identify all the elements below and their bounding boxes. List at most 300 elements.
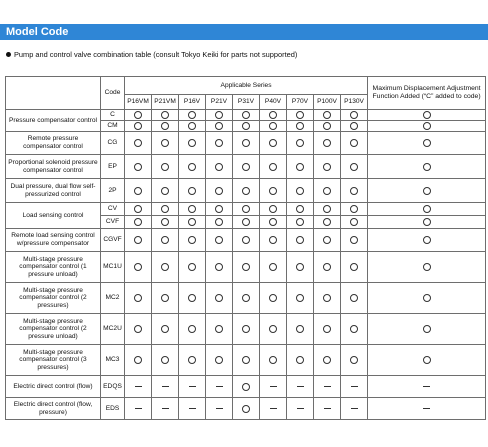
not-supported-mark-icon [351, 408, 358, 409]
supported-mark-icon [242, 294, 250, 302]
series-support-cell [287, 216, 314, 229]
table-row [6, 252, 486, 283]
supported-mark-icon [323, 263, 331, 271]
not-supported-mark-icon [135, 386, 142, 387]
series-support-cell [260, 155, 287, 179]
supported-mark-icon [188, 325, 196, 333]
series-support-cell [287, 314, 314, 345]
function-name: Multi-stage pressure compensator control (3 pressures) [6, 345, 101, 376]
supported-mark-icon [296, 205, 304, 213]
series-support-cell [152, 314, 179, 345]
supported-mark-icon [323, 294, 331, 302]
max-displacement-cell [368, 229, 486, 252]
series-support-cell [152, 179, 179, 203]
series-support-cell [341, 179, 368, 203]
supported-mark-icon [134, 218, 142, 226]
series-support-cell [260, 216, 287, 229]
supported-mark-icon [350, 325, 358, 333]
series-support-cell [206, 216, 233, 229]
model-code: MC2 [101, 283, 125, 314]
supported-mark-icon [188, 294, 196, 302]
not-supported-mark-icon [162, 386, 169, 387]
series-support-cell [152, 155, 179, 179]
supported-mark-icon [161, 163, 169, 171]
not-supported-mark-icon [324, 386, 331, 387]
max-displacement-cell [368, 179, 486, 203]
not-supported-mark-icon [189, 408, 196, 409]
supported-mark-icon [269, 187, 277, 195]
supported-mark-icon [242, 187, 250, 195]
table-row [6, 203, 486, 216]
series-support-cell [341, 110, 368, 121]
series-support-cell [314, 110, 341, 121]
series-support-cell [233, 252, 260, 283]
series-support-cell [179, 179, 206, 203]
series-support-cell [179, 252, 206, 283]
supported-mark-icon [350, 356, 358, 364]
max-displacement-cell [368, 314, 486, 345]
series-support-cell [233, 203, 260, 216]
supported-mark-icon [423, 356, 431, 364]
max-displacement-cell [368, 155, 486, 179]
supported-mark-icon [323, 187, 331, 195]
series-support-cell [125, 121, 152, 132]
series-support-cell [341, 203, 368, 216]
function-name: Remote pressure compensator control [6, 132, 101, 155]
supported-mark-icon [269, 356, 277, 364]
series-header: P31V [233, 95, 260, 110]
not-supported-mark-icon [216, 386, 223, 387]
supported-mark-icon [423, 263, 431, 271]
model-code: C [101, 110, 125, 121]
series-support-cell [125, 252, 152, 283]
series-support-cell [287, 121, 314, 132]
supported-mark-icon [269, 325, 277, 333]
supported-mark-icon [323, 236, 331, 244]
series-header: P21V [206, 95, 233, 110]
supported-mark-icon [269, 139, 277, 147]
supported-mark-icon [350, 294, 358, 302]
series-support-cell [314, 283, 341, 314]
supported-mark-icon [242, 356, 250, 364]
supported-mark-icon [423, 122, 431, 130]
table-row [6, 155, 486, 179]
supported-mark-icon [350, 263, 358, 271]
series-support-cell [314, 155, 341, 179]
supported-mark-icon [350, 205, 358, 213]
supported-mark-icon [215, 163, 223, 171]
model-code: MC3 [101, 345, 125, 376]
supported-mark-icon [161, 218, 169, 226]
series-support-cell [125, 345, 152, 376]
model-code: EDQS [101, 376, 125, 398]
series-support-cell [287, 283, 314, 314]
model-code: MC1U [101, 252, 125, 283]
series-support-cell [341, 132, 368, 155]
supported-mark-icon [323, 356, 331, 364]
supported-mark-icon [269, 122, 277, 130]
series-support-cell [287, 132, 314, 155]
max-displacement-cell [368, 132, 486, 155]
supported-mark-icon [296, 356, 304, 364]
model-code: EP [101, 155, 125, 179]
supported-mark-icon [269, 111, 277, 119]
series-support-cell [206, 345, 233, 376]
function-name: Pressure compensator control [6, 110, 101, 132]
table-row [6, 376, 486, 398]
series-support-cell [314, 252, 341, 283]
supported-mark-icon [323, 218, 331, 226]
series-header: P130V [341, 95, 368, 110]
series-support-cell [125, 216, 152, 229]
series-support-cell [206, 376, 233, 398]
supported-mark-icon [350, 236, 358, 244]
supported-mark-icon [269, 263, 277, 271]
supported-mark-icon [215, 205, 223, 213]
supported-mark-icon [269, 205, 277, 213]
series-header: P16VM [125, 95, 152, 110]
model-code: CG [101, 132, 125, 155]
series-support-cell [125, 283, 152, 314]
function-name: Multi-stage pressure compensator control (2 pressure unload) [6, 314, 101, 345]
series-support-cell [260, 376, 287, 398]
function-name: Remote load sensing control w/pressure compensator [6, 229, 101, 252]
series-support-cell [314, 216, 341, 229]
not-supported-mark-icon [423, 386, 430, 387]
bullet-icon [6, 52, 11, 57]
supported-mark-icon [296, 294, 304, 302]
series-support-cell [314, 179, 341, 203]
supported-mark-icon [269, 294, 277, 302]
table-row [6, 229, 486, 252]
supported-mark-icon [350, 122, 358, 130]
model-code: CVF [101, 216, 125, 229]
supported-mark-icon [134, 205, 142, 213]
supported-mark-icon [215, 325, 223, 333]
series-support-cell [233, 398, 260, 420]
applicable-series-header: Applicable Series [125, 77, 368, 95]
supported-mark-icon [242, 139, 250, 147]
series-support-cell [287, 252, 314, 283]
supported-mark-icon [161, 111, 169, 119]
series-support-cell [152, 252, 179, 283]
series-support-cell [125, 376, 152, 398]
series-support-cell [233, 132, 260, 155]
series-support-cell [179, 216, 206, 229]
table-row [6, 398, 486, 420]
table-body [6, 110, 486, 420]
supported-mark-icon [134, 122, 142, 130]
series-support-cell [152, 132, 179, 155]
supported-mark-icon [215, 218, 223, 226]
supported-mark-icon [188, 111, 196, 119]
series-support-cell [260, 283, 287, 314]
series-support-cell [260, 252, 287, 283]
supported-mark-icon [350, 187, 358, 195]
series-support-cell [152, 203, 179, 216]
function-name: Electric direct control (flow) [6, 376, 101, 398]
series-support-cell [260, 110, 287, 121]
series-support-cell [152, 229, 179, 252]
supported-mark-icon [134, 187, 142, 195]
table-row [6, 132, 486, 155]
supported-mark-icon [242, 218, 250, 226]
series-support-cell [152, 283, 179, 314]
series-support-cell [314, 229, 341, 252]
supported-mark-icon [242, 122, 250, 130]
series-support-cell [233, 314, 260, 345]
series-support-cell [314, 398, 341, 420]
series-support-cell [341, 345, 368, 376]
supported-mark-icon [323, 122, 331, 130]
max-displacement-cell [368, 345, 486, 376]
series-support-cell [260, 398, 287, 420]
function-name: Electric direct control (flow, pressure) [6, 398, 101, 420]
series-support-cell [125, 398, 152, 420]
series-support-cell [179, 121, 206, 132]
supported-mark-icon [215, 187, 223, 195]
series-support-cell [206, 398, 233, 420]
supported-mark-icon [242, 383, 250, 391]
supported-mark-icon [296, 236, 304, 244]
table-row [6, 283, 486, 314]
supported-mark-icon [242, 236, 250, 244]
supported-mark-icon [188, 122, 196, 130]
max-displacement-cell [368, 376, 486, 398]
series-support-cell [341, 376, 368, 398]
series-support-cell [179, 376, 206, 398]
supported-mark-icon [134, 356, 142, 364]
supported-mark-icon [269, 163, 277, 171]
supported-mark-icon [161, 139, 169, 147]
supported-mark-icon [423, 294, 431, 302]
supported-mark-icon [134, 139, 142, 147]
supported-mark-icon [215, 236, 223, 244]
series-support-cell [233, 179, 260, 203]
series-support-cell [233, 229, 260, 252]
series-support-cell [179, 155, 206, 179]
table-row [6, 110, 486, 121]
supported-mark-icon [296, 263, 304, 271]
table-row [6, 345, 486, 376]
supported-mark-icon [215, 139, 223, 147]
series-support-cell [206, 283, 233, 314]
code-header: Code [101, 77, 125, 110]
supported-mark-icon [134, 163, 142, 171]
supported-mark-icon [296, 139, 304, 147]
function-name: Proportional solenoid pressure compensator control [6, 155, 101, 179]
supported-mark-icon [215, 356, 223, 364]
supported-mark-icon [323, 163, 331, 171]
series-support-cell [341, 283, 368, 314]
not-supported-mark-icon [162, 408, 169, 409]
series-support-cell [341, 398, 368, 420]
max-displacement-cell [368, 216, 486, 229]
supported-mark-icon [423, 111, 431, 119]
series-support-cell [179, 345, 206, 376]
supported-mark-icon [323, 111, 331, 119]
series-support-cell [341, 252, 368, 283]
series-support-cell [260, 179, 287, 203]
series-support-cell [206, 155, 233, 179]
section-header-bar [0, 24, 488, 40]
supported-mark-icon [134, 294, 142, 302]
supported-mark-icon [161, 205, 169, 213]
series-support-cell [179, 203, 206, 216]
series-support-cell [260, 345, 287, 376]
supported-mark-icon [242, 111, 250, 119]
series-support-cell [125, 203, 152, 216]
series-support-cell [206, 179, 233, 203]
supported-mark-icon [188, 236, 196, 244]
function-name: Multi-stage pressure compensator control (2 pressures) [6, 283, 101, 314]
supported-mark-icon [296, 218, 304, 226]
supported-mark-icon [423, 139, 431, 147]
series-support-cell [206, 314, 233, 345]
supported-mark-icon [242, 405, 250, 413]
max-displacement-cell [368, 283, 486, 314]
combination-table [5, 76, 486, 420]
supported-mark-icon [350, 163, 358, 171]
section-title: Model Code [6, 26, 69, 38]
function-name: Multi-stage pressure compensator control (1 pressure unload) [6, 252, 101, 283]
not-supported-mark-icon [324, 408, 331, 409]
max-displacement-cell [368, 110, 486, 121]
series-header: P21VM [152, 95, 179, 110]
series-support-cell [287, 345, 314, 376]
series-support-cell [287, 179, 314, 203]
series-support-cell [152, 216, 179, 229]
supported-mark-icon [161, 263, 169, 271]
supported-mark-icon [296, 325, 304, 333]
supported-mark-icon [323, 325, 331, 333]
series-support-cell [179, 314, 206, 345]
series-support-cell [260, 132, 287, 155]
not-supported-mark-icon [216, 408, 223, 409]
supported-mark-icon [350, 139, 358, 147]
supported-mark-icon [161, 294, 169, 302]
not-supported-mark-icon [135, 408, 142, 409]
not-supported-mark-icon [423, 408, 430, 409]
series-support-cell [287, 155, 314, 179]
series-support-cell [287, 203, 314, 216]
supported-mark-icon [423, 205, 431, 213]
series-support-cell [179, 110, 206, 121]
table-row [6, 179, 486, 203]
series-support-cell [233, 155, 260, 179]
max-displacement-header: Maximum Displacement Adjustment Function Added (“C” added to code) [368, 77, 486, 110]
supported-mark-icon [423, 163, 431, 171]
supported-mark-icon [350, 111, 358, 119]
series-support-cell [125, 179, 152, 203]
series-support-cell [179, 229, 206, 252]
supported-mark-icon [242, 205, 250, 213]
supported-mark-icon [423, 187, 431, 195]
series-support-cell [233, 376, 260, 398]
supported-mark-icon [134, 236, 142, 244]
supported-mark-icon [188, 139, 196, 147]
series-support-cell [341, 121, 368, 132]
series-support-cell [152, 345, 179, 376]
series-support-cell [314, 121, 341, 132]
series-header: P100V [314, 95, 341, 110]
not-supported-mark-icon [351, 386, 358, 387]
max-displacement-cell [368, 203, 486, 216]
series-support-cell [125, 155, 152, 179]
series-support-cell [314, 345, 341, 376]
model-code: CV [101, 203, 125, 216]
supported-mark-icon [188, 356, 196, 364]
supported-mark-icon [423, 236, 431, 244]
series-support-cell [206, 132, 233, 155]
not-supported-mark-icon [297, 386, 304, 387]
supported-mark-icon [134, 263, 142, 271]
supported-mark-icon [188, 187, 196, 195]
not-supported-mark-icon [189, 386, 196, 387]
series-support-cell [287, 229, 314, 252]
series-support-cell [125, 229, 152, 252]
intro-note [6, 50, 297, 59]
series-support-cell [233, 283, 260, 314]
series-support-cell [341, 314, 368, 345]
series-header: P40V [260, 95, 287, 110]
model-code: MC2U [101, 314, 125, 345]
supported-mark-icon [188, 218, 196, 226]
series-support-cell [152, 121, 179, 132]
supported-mark-icon [215, 263, 223, 271]
model-code: 2P [101, 179, 125, 203]
supported-mark-icon [350, 218, 358, 226]
model-code: CGVF [101, 229, 125, 252]
supported-mark-icon [161, 236, 169, 244]
series-support-cell [314, 314, 341, 345]
max-displacement-cell [368, 398, 486, 420]
series-support-cell [287, 398, 314, 420]
series-header: P16V [179, 95, 206, 110]
supported-mark-icon [161, 356, 169, 364]
series-support-cell [152, 110, 179, 121]
series-support-cell [152, 398, 179, 420]
series-support-cell [206, 203, 233, 216]
series-support-cell [152, 376, 179, 398]
supported-mark-icon [161, 325, 169, 333]
supported-mark-icon [296, 111, 304, 119]
series-support-cell [233, 121, 260, 132]
function-name: Load sensing control [6, 203, 101, 229]
series-support-cell [125, 314, 152, 345]
series-support-cell [287, 110, 314, 121]
series-support-cell [179, 398, 206, 420]
series-support-cell [314, 376, 341, 398]
series-support-cell [206, 252, 233, 283]
supported-mark-icon [215, 294, 223, 302]
supported-mark-icon [161, 122, 169, 130]
model-code: EDS [101, 398, 125, 420]
supported-mark-icon [242, 325, 250, 333]
supported-mark-icon [296, 187, 304, 195]
series-support-cell [287, 376, 314, 398]
supported-mark-icon [188, 205, 196, 213]
table-row [6, 314, 486, 345]
series-support-cell [179, 283, 206, 314]
series-support-cell [341, 216, 368, 229]
supported-mark-icon [296, 122, 304, 130]
series-support-cell [206, 110, 233, 121]
series-support-cell [206, 229, 233, 252]
series-support-cell [341, 155, 368, 179]
series-support-cell [260, 229, 287, 252]
supported-mark-icon [323, 139, 331, 147]
